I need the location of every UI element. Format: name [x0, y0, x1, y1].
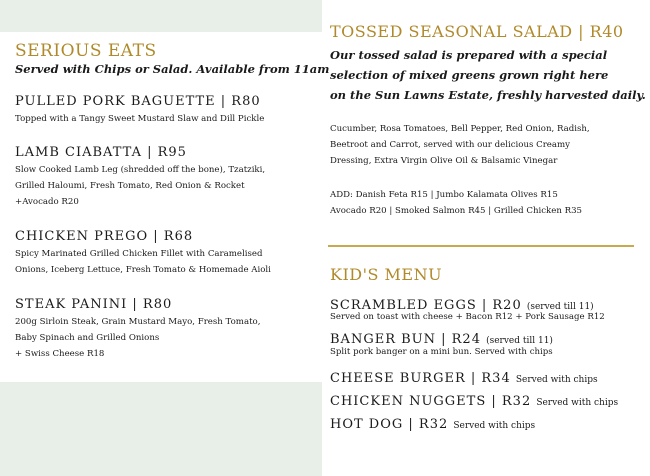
kids-item — [330, 413, 535, 432]
section-divider — [328, 245, 634, 247]
serious-eats-subtitle: Served with Chips or Salad. Available from 11am — [15, 62, 330, 76]
salad-addons-line: ADD: Danish Feta R15 | Jumbo Kalamata Olives R15 — [330, 190, 558, 200]
menu-item-desc: 200g Sirloin Steak, Grain Mustard Mayo, Fresh Tomato, — [15, 317, 261, 327]
bottom-strip — [0, 382, 322, 476]
kids-item-note: (served till 11) — [486, 336, 553, 346]
kids-item — [330, 367, 598, 386]
kids-item-name: HOT DOG | R32 — [330, 417, 449, 432]
kids-item-note: Served with chips — [515, 375, 598, 385]
serious-eats-title: SERIOUS EATS — [15, 41, 157, 61]
menu-item-desc: Slow Cooked Lamb Leg (shredded off the bone), Tzatziki, — [15, 165, 266, 175]
salad-desc-line: Beetroot and Carrot, served with our delicious Creamy — [330, 140, 571, 150]
menu-item-desc: Onions, Iceberg Lettuce, Fresh Tomato & Homemade Aioli — [15, 265, 271, 275]
salad-intro-line: Our tossed salad is prepared with a special — [330, 48, 608, 62]
kids-item-note: (served till 11) — [526, 302, 594, 312]
menu-item-title: PULLED PORK BAGUETTE | R80 — [15, 94, 261, 109]
menu-item-title: CHICKEN PREGO | R68 — [15, 229, 194, 244]
kids-item-note: Served with chips — [536, 398, 619, 408]
salad-title: TOSSED SEASONAL SALAD | R40 — [330, 22, 624, 41]
menu-item-desc: Baby Spinach and Grilled Onions — [15, 333, 160, 343]
kids-item-note: Served with chips — [453, 421, 536, 431]
salad-intro-line: selection of mixed greens grown right here — [330, 68, 609, 82]
kids-item — [330, 390, 618, 409]
kids-item-name: CHEESE BURGER | R34 — [330, 371, 511, 386]
kids-item-name: CHICKEN NUGGETS | R32 — [330, 394, 532, 409]
menu-item-desc: + Swiss Cheese R18 — [15, 349, 105, 359]
salad-addons-line: Avocado R20 | Smoked Salmon R45 | Grilled Chicken R35 — [330, 206, 583, 216]
menu-item-desc: +Avocado R20 — [15, 197, 79, 207]
menu-item-title: STEAK PANINI | R80 — [15, 297, 173, 312]
kids-item-desc: Split pork banger on a mini bun. Served with chips — [330, 347, 553, 357]
menu-item-desc: Topped with a Tangy Sweet Mustard Slaw and Dill Pickle — [15, 114, 265, 124]
menu-item-desc: Grilled Haloumi, Fresh Tomato, Red Onion & Rocket — [15, 181, 245, 191]
kids-item-desc: Served on toast with cheese + Bacon R12 + Pork Sausage R12 — [330, 312, 605, 322]
kids-item-name: BANGER BUN | R24 — [330, 332, 481, 347]
menu-item-title: LAMB CIABATTA | R95 — [15, 145, 187, 160]
menu-item-desc: Spicy Marinated Grilled Chicken Fillet with Caramelised — [15, 249, 263, 259]
salad-desc-line: Cucumber, Rosa Tomatoes, Bell Pepper, Red Onion, Radish, — [330, 124, 590, 134]
kids-item-name: SCRAMBLED EGGS | R20 — [330, 298, 522, 313]
kids-menu-title: KID'S MENU — [330, 265, 443, 284]
salad-desc-line: Dressing, Extra Virgin Olive Oil & Balsamic Vinegar — [330, 156, 558, 166]
salad-intro-line: on the Sun Lawns Estate, freshly harvested daily. — [330, 88, 646, 102]
